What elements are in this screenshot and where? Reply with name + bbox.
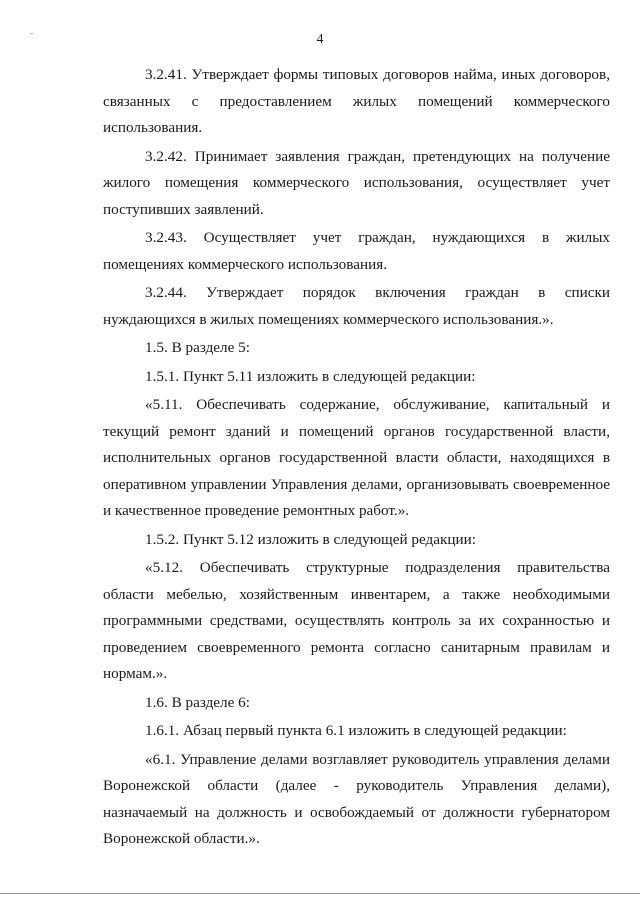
scan-bottom-edge	[0, 893, 640, 894]
paragraph-3-2-43: 3.2.43. Осуществляет учет граждан, нуждающихся в жилых помещениях коммерческого использования.	[103, 229, 610, 273]
paragraph-5-11: «5.11. Обеспечивать содержание, обслуживание, капитальный и текущий ремонт зданий и помещений органов государственной власти, исполнительных органов государственной власти области, находящихся в оперативном управлении Управления делами, организовывать своевременное и качественное проведение ремонтных работ.».	[103, 396, 610, 519]
paragraph-1-6: 1.6. В разделе 6:	[145, 693, 250, 711]
document-body	[103, 62, 610, 853]
paragraph-1-5-1: 1.5.1. Пункт 5.11 изложить в следующей редакции:	[145, 367, 476, 385]
paragraph-3-2-44: 3.2.44. Утверждает порядок включения граждан в списки нуждающихся в жилых помещениях коммерческого использования.».	[103, 284, 610, 328]
paragraph-1-5: 1.5. В разделе 5:	[145, 339, 250, 356]
page-number: 4	[316, 32, 324, 47]
paragraph-1-5-2: 1.5.2. Пункт 5.12 изложить в следующей редакции:	[145, 530, 476, 548]
paragraph-6-1: «6.1. Управление делами возглавляет руководитель управления делами Воронежской области (далее - руководитель Управления делами), назначаемый на должность и освобождаемый от должности губернатором Воронежской области.».	[103, 750, 610, 847]
paragraph-5-12: «5.12. Обеспечивать структурные подразделения правительства области мебелью, хозяйственным инвентарем, а также необходимыми программными средствами, осуществлять контроль за их сохранностью и проведением своевременного ремонта согласно санитарным правилам и нормам.».	[103, 559, 610, 682]
paragraph-3-2-42: 3.2.42. Принимает заявления граждан, претендующих на получение жилого помещения коммерческого использования, осуществляет учет поступивших заявлений.	[103, 147, 610, 218]
paragraph-3-2-41: 3.2.41. Утверждает формы типовых договоров найма, иных договоров, связанных с предоставлением жилых помещений коммерческого использования.	[103, 66, 610, 136]
paragraph-1-6-1: 1.6.1. Абзац первый пункта 6.1 изложить в следующей редакции:	[145, 722, 567, 739]
